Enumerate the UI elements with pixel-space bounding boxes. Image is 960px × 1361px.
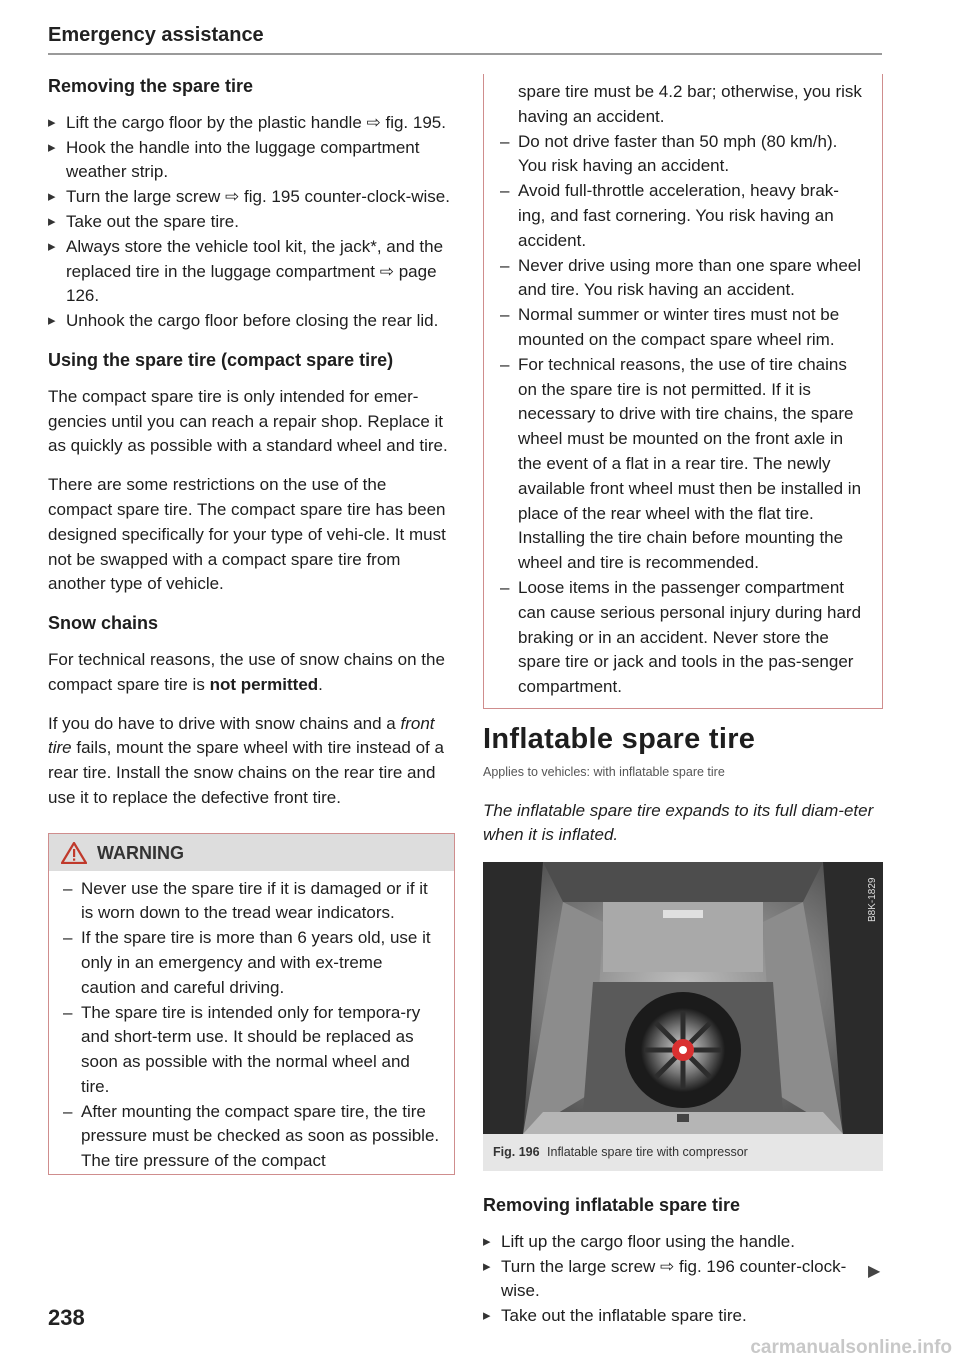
warning-item: – Never drive using more than one spare wheel and tire. You risk having an accident. [500, 254, 866, 304]
step-item: ▸ Always store the vehicle tool kit, the jack*, and the replaced tire in the luggage compartment ⇨ page 126. [48, 235, 455, 309]
removing-spare-steps [48, 111, 455, 334]
warning-item: – For technical reasons, the use of tire chains on the spare tire is not permitted. If it is necessary to drive with tire chains, the spare wheel must be mounted on the front axle in the event of a flat in a rear tire. The newly available front wheel must then be installed in place of the rear wheel with the flat tire. Installing the tire chain before mounting the wheel and tire is recommended. [500, 353, 866, 576]
luggage-compartment-photo [483, 862, 883, 1134]
warning-title-bar [49, 834, 454, 871]
front-tire-emphasis: front tire [48, 713, 435, 758]
header-rule [48, 53, 882, 55]
figure-196 [483, 862, 883, 1171]
warning-cont-lead: spare tire must be 4.2 bar; otherwise, you risk having an accident. [518, 82, 862, 126]
heading-removing-inflatable: Removing inflatable spare tire [483, 1194, 741, 1215]
snow-chains-text-end: . [318, 674, 323, 694]
watermark: carmanualsonline.info [750, 1337, 952, 1358]
step-item: ▸ Lift the cargo floor by the plastic handle ⇨ fig. 195. [48, 111, 455, 136]
heading-removing-spare: Removing the spare tire [48, 76, 254, 96]
snow-chains-text: If you do have to drive with snow chains and a [48, 713, 401, 733]
warning-item: – The spare tire is intended only for tempora-ry and short-term use. It should be replaced as soon as possible with the normal wheel and tire. [63, 1001, 440, 1100]
snow-chains-para-2 [48, 712, 455, 811]
removing-inflatable-steps [483, 1230, 883, 1329]
warning-box [48, 833, 455, 1175]
figure-label: Fig. 196 [493, 1145, 540, 1160]
step-item: ▸ Lift up the cargo floor using the handle. [483, 1230, 883, 1255]
using-spare-para-1: The compact spare tire is only intended for emer-gencies until you can reach a repair shop. Replace it as quickly as possible with a standard wheel and tire. [48, 386, 448, 456]
figure-caption-text: Inflatable spare tire with compressor [547, 1145, 748, 1160]
step-item: ▸ Unhook the cargo floor before closing the rear lid. [48, 309, 455, 334]
trunk-illustration [483, 862, 883, 1134]
warning-continuation [483, 74, 883, 709]
warning-item: – If the spare tire is more than 6 years old, use it only in an emergency and with ex-treme caution and careful driving. [63, 926, 440, 1000]
figure-caption [483, 1134, 883, 1171]
section-header: Emergency assistance [48, 24, 264, 46]
continue-arrow-icon: ▶ [868, 1263, 881, 1280]
warning-item: – After mounting the compact spare tire, the tire pressure must be checked as soon as possible. The tire pressure of the compact [63, 1100, 440, 1174]
heading-using-spare: Using the spare tire (compact spare tire) [48, 349, 394, 370]
figure-code: B8K-1829 [867, 877, 878, 923]
heading-snow-chains: Snow chains [48, 613, 159, 634]
warning-item: – Loose items in the passenger compartment can cause serious personal injury during hard braking or in an accident. Never store the spare tire or jack and tools in the pas-senger compartment. [500, 576, 866, 700]
step-item: ▸ Take out the inflatable spare tire. [483, 1304, 883, 1329]
topic-title: Inflatable spare tire [483, 722, 756, 755]
step-item: ▸ Turn the large screw ⇨ fig. 196 counter-clock-wise. [483, 1255, 883, 1305]
warning-title: WARNING [97, 842, 184, 863]
snow-chains-text-end: fails, mount the spare wheel with tire instead of a rear tire. Install the snow chains on the rear tire and use it to replace the defective front tire. [48, 738, 444, 807]
warning-body [49, 871, 454, 1175]
warning-item: – Never use the spare tire if it is damaged or if it is worn down to the tread wear indicators. [63, 877, 440, 927]
step-item: ▸ Turn the large screw ⇨ fig. 195 counter-clock-wise. [48, 185, 455, 210]
warning-item: – Do not drive faster than 50 mph (80 km/h). You risk having an accident. [500, 130, 866, 180]
step-item: ▸ Hook the handle into the luggage compartment weather strip. [48, 136, 455, 186]
using-spare-para-2: There are some restrictions on the use of the compact spare tire. The compact spare tire has been designed specifically for your type of vehi-cle. It must not be swapped with a compact spare tire from another type of vehicle. [48, 475, 446, 594]
warning-item: – Normal summer or winter tires must not be mounted on the compact spare wheel rim. [500, 303, 866, 353]
snow-chains-para-1 [48, 648, 455, 698]
intro-lead: The inflatable spare tire expands to its full diam-eter when it is inflated. [483, 800, 874, 845]
not-permitted-emphasis: not permitted [209, 674, 319, 694]
snow-chains-text: For technical reasons, the use of snow chains on the compact spare tire is [48, 649, 445, 694]
applies-to: Applies to vehicles: with inflatable spare tire [483, 764, 725, 779]
right-column [483, 74, 883, 1343]
left-column [48, 74, 455, 1175]
page-number: 238 [48, 1305, 85, 1330]
step-item: ▸ Take out the spare tire. [48, 210, 455, 235]
warning-triangle-icon [61, 842, 87, 864]
warning-item: – Avoid full-throttle acceleration, heavy brak-ing, and fast cornering. You risk having an accident. [500, 179, 866, 253]
